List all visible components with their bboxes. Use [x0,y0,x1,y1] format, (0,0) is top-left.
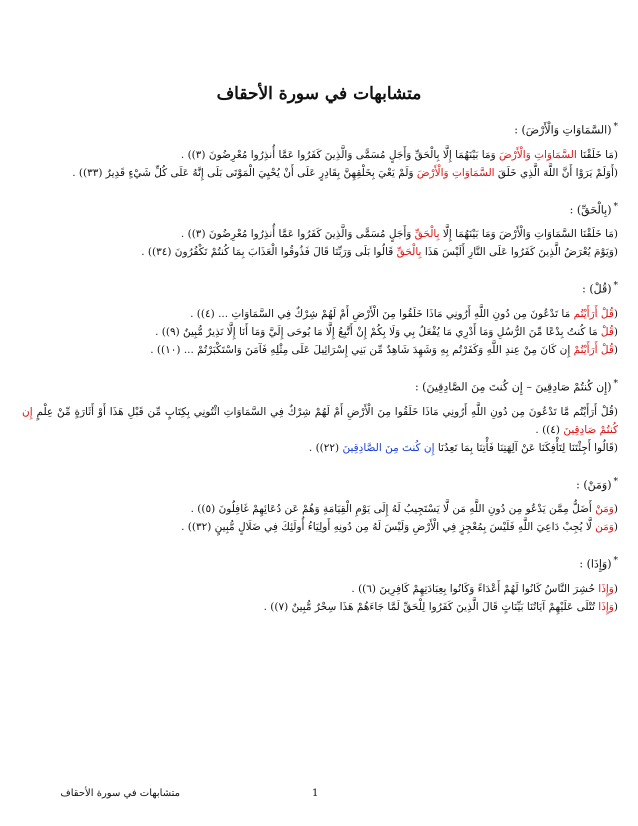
verse-text: وَلَمْ يَعْيَ بِخَلْقِهِنَّ بِقَادِرٍ عَلَى أَنْ يُحْيِيَ الْمَوْتَى بَلَى إِنَّهُ عَلَى كُلِّ شَيْءٍ قَدِيرٌ (٣٣)) . [72,166,417,179]
section-heading-text: (وَإِذَا) : [579,557,612,571]
verse-text: ( [613,307,618,320]
verse-line [22,518,618,536]
verse-line [22,146,618,164]
asterisk-icon: * [613,476,618,487]
verse-text: (مَا خَلَقْنَا السَّمَاوَاتِ وَالْأَرْضَ وَمَا بَيْنَهُمَا إِلَّا [439,228,618,241]
verse-text: (وَيَوْمَ يُعْرَضُ الَّذِينَ كَفَرُوا عَلَى النَّارِ أَلَيْسَ هَذَا [421,246,618,259]
highlighted-phrase: إِن كُنتُمْ صَادِقِينَ [22,405,618,436]
highlighted-phrase: بِالْحَقِّ [414,228,440,241]
verse-text: حُشِرَ النَّاسُ كَانُوا لَهُمْ أَعْدَاءً وَكَانُوا بِعِبَادَتِهِمْ كَافِرِينَ (٦)) . [351,582,599,595]
asterisk-icon: * [613,556,618,567]
verse-text: ( [613,343,618,356]
verse-line [22,305,618,323]
section-heading-text: (إِن كُنتُمْ صَادِقِينَ – إِن كُنتَ مِنَ الصَّادِقِينَ) : [414,380,612,394]
verse-text: قَالُوا بَلَى وَرَبِّنَا قَالَ فَذُوقُوا الْعَذَابَ بِمَا كُنتُمْ تَكْفُرُونَ (٣٤)) . [141,246,397,259]
verse-line [22,164,618,182]
verse-text: وَمَا بَيْنَهُمَا إِلَّا بِالْحَقِّ وَأَجَلٍ مُسَمًّى وَالَّذِينَ كَفَرُوا عَمَّا أُنذِرُوا مُعْرِضُونَ (٣)) . [180,148,500,161]
section [22,198,618,262]
section [22,277,618,359]
verse-text: لَّا يُجِبْ دَاعِيَ اللَّهِ فَلَيْسَ بِمُعْجِزٍ فِي الْأَرْضِ وَلَيْسَ لَهُ مِن دُونِهِ أَولِيَاءُ أُولَئِكَ فِي ضَلَالٍ مُّبِينٍ (٣٢)) . [181,521,596,534]
section [22,118,618,182]
section-heading-text: (السَّمَاوَاتِ وَالْأَرْضَ) : [514,123,612,137]
page-number: 1 [312,788,319,799]
highlighted-phrase: قُلْ [600,325,614,338]
highlighted-phrase: بِالْحَقِّ [396,246,422,259]
asterisk-icon: * [613,201,618,212]
section-heading [22,277,618,299]
verse-text: وَأَجَلٍ مُسَمًّى وَالَّذِينَ كَفَرُوا عَمَّا أُنذِرُوا مُعْرِضُونَ (٣)) . [180,228,415,241]
verse-text: (مَا خَلَقْنَا [576,148,618,161]
highlighted-phrase-alt: إِن كُنتَ مِنَ الصَّادِقِينَ [342,441,435,454]
page-footer [0,788,638,808]
verse-text: ( [613,582,618,595]
footer-title: متشابهات في سورة الأحقاف [60,788,180,799]
verse-line [22,580,618,598]
asterisk-icon: * [613,378,618,389]
section-heading [22,552,618,574]
highlighted-phrase: وَإِذَا [598,582,614,595]
verse-line [22,341,618,359]
verse-text: مَا كُنتُ بِدْعًا مِّنَ الرُّسُلِ وَمَا أَدْرِي مَا يُفْعَلُ بِي وَلَا بِكُمْ إِنْ أَتَّبِعُ إِلَّا مَا يُوحَى إِلَيَّ وَمَا أَنَا إِلَّا نَذِيرٌ مُّبِينٌ (٩)) . [155,325,601,338]
highlighted-phrase: وَمَنْ [595,503,614,516]
verse-text: ( [613,521,618,534]
verse-line [22,598,618,616]
asterisk-icon: * [613,122,618,132]
verse-text: تُتْلَى عَلَيْهِمْ آيَاتُنَا بَيِّنَاتٍ قَالَ الَّذِينَ كَفَرُوا لِلْحَقِّ لَمَّا جَاءَهُمْ هَذَا سِحْرٌ مُّبِينٌ (٧)) . [263,600,599,613]
verse-text: إِن كَانَ مِنْ عِندِ اللَّهِ وَكَفَرْتُم بِهِ وَشَهِدَ شَاهِدٌ مِّن بَنِي إِسْرَائِيلَ عَلَى مِثْلِهِ فَآمَنَ وَاسْتَكْبَرْتُمْ ... (١٠)) . [150,343,574,356]
page-title: متشابهات في سورة الأحقاف [216,84,422,104]
section-heading [22,198,618,220]
highlighted-phrase: قُلْ أَرَأَيْتُم [573,307,614,320]
verse-text: (قَالُوا أَجِئْتَنَا لِتَأْفِكَنَا عَنْ آلِهَتِنَا فَأْتِنَا بِمَا تَعِدُنَا [434,441,618,454]
verse-text: مَا تَدْعُونَ مِن دُونِ اللَّهِ أَرُونِي مَاذَا خَلَقُوا مِنَ الْأَرْضِ أَمْ لَهُمْ شِرْكٌ فِي السَّمَاوَاتِ ... (٤)) . [190,307,574,320]
section-heading-text: (بِالْحَقِّ) : [569,203,612,217]
verse-text: (أَوَلَمْ يَرَوْا أَنَّ اللَّهَ الَّذِي خَلَقَ [494,166,618,179]
section-heading-text: (قُلْ) : [582,282,612,296]
section [22,473,618,537]
verse-line [22,439,618,457]
highlighted-phrase: وَمَن [595,521,614,534]
highlighted-phrase: وَإِذَا [598,600,614,613]
section [22,375,618,457]
section-heading [22,375,618,397]
verse-text: (٤)) . [535,423,564,436]
highlighted-phrase: السَّمَاوَاتِ وَالْأَرْضَ [416,166,495,179]
verse-line [22,323,618,341]
verse-line [22,500,618,518]
highlighted-phrase: السَّمَاوَاتِ وَالْأَرْضَ [499,148,577,161]
verse-text: (قُلْ أَرَأَيْتُم مَّا تَدْعُونَ مِن دُونِ اللَّهِ أَرُونِي مَاذَا خَلَقُوا مِنَ الْأَرْضِ أَمْ لَهُمْ شِرْكٌ فِي السَّمَاوَاتِ ائْتُونِي بِكِتَابٍ مِّن قَبْلِ هَذَا أَوْ أَثَارَةٍ مِّنْ عِلْمٍ [32,405,618,418]
document-body [22,118,618,632]
verse-text: ( [613,503,618,516]
verse-text: أَضَلُّ مِمَّن يَدْعُو مِن دُونِ اللَّهِ مَن لَّا يَسْتَجِيبُ لَهُ إِلَى يَوْمِ الْقِيَامَةِ وَهُمْ عَن دُعَائِهِمْ غَافِلُونَ (٥)) . [190,503,596,516]
asterisk-icon: * [613,281,618,292]
verse-line [22,243,618,261]
section-heading [22,118,618,140]
section-heading [22,473,618,495]
verse-line [22,403,618,439]
verse-text: ( [613,600,618,613]
verse-text: ( [613,325,618,338]
section-heading-text: (وَمَنْ) : [576,478,612,492]
highlighted-phrase: قُلْ أَرَأَيْتُمْ [573,343,614,356]
section [22,552,618,616]
verse-line [22,225,618,243]
verse-text: (٢٢)) . [308,441,343,454]
